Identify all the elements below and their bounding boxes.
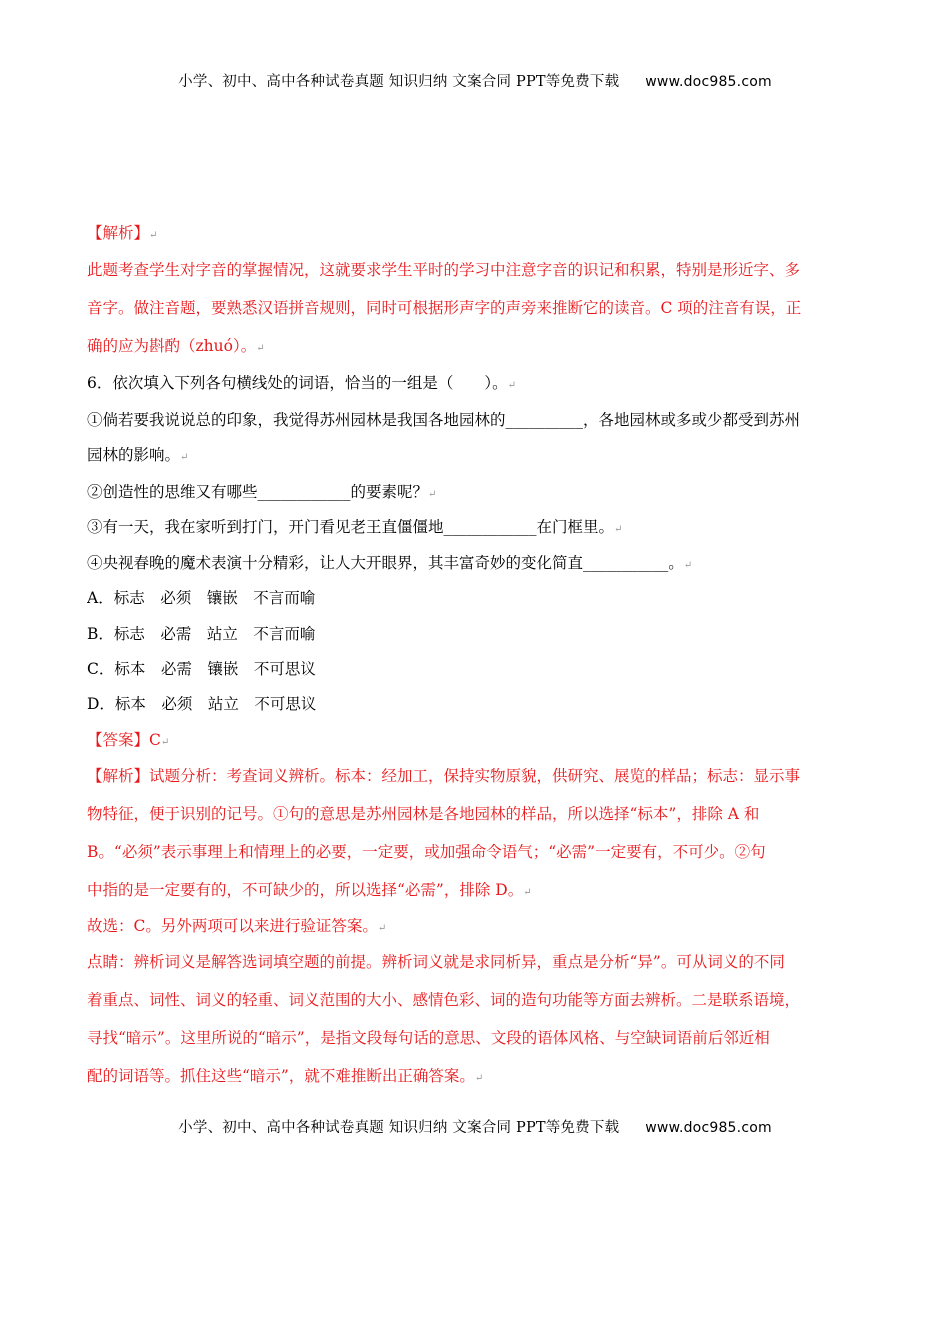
option-b: B．标志 必需 站立 不言而喻 — [87, 625, 316, 643]
header-text: 小学、初中、高中各种试卷真题 知识归纳 文案合同 PPT等免费下载 — [178, 74, 620, 90]
analysis2-line-3: B。“必须”表示事理上和情理上的必要，一定要，或加强命令语气；“必需”一定要有，不可少。②句 — [87, 843, 766, 861]
page-footer — [0, 1116, 950, 1137]
answer-label: 【答案】 — [87, 731, 150, 749]
analysis1-label: 【解析】↵ — [87, 224, 158, 242]
analysis1-line-2: 音字。做注音题，要熟悉汉语拼音规则，同时可根据形声字的声旁来推断它的读音。C 项的注音有误，正 — [87, 299, 802, 317]
analysis2-line-2: 物特征，便于识别的记号。①句的意思是苏州园林是各地园林的样品，所以选择“标本”，排除 A 和 — [87, 805, 760, 823]
footer-site[interactable]: www.doc985.com — [645, 1120, 772, 1136]
tip-line-1: 点睛：辨析词义是解答选词填空题的前提。辨析词义就是求同析异，重点是分析“异”。可从词义的不同 — [87, 953, 785, 971]
question6-stem: 6．依次填入下列各句横线处的词语，恰当的一组是（ ）。↵ — [87, 374, 517, 392]
question6-sentence-1a: ①倘若要我说说总的印象，我觉得苏州园林是我国各地园林的__________，各地园林或多或少都受到苏州 — [87, 411, 801, 429]
question6-sentence-3: ③有一天，我在家听到打门，开门看见老王直僵僵地____________在门框里。↵ — [87, 518, 623, 536]
question6-sentence-4: ④央视春晚的魔术表演十分精彩，让人大开眼界，其丰富奇妙的变化简直___________。↵ — [87, 554, 693, 572]
tip-line-4: 配的词语等。抓住这些“暗示”，就不难推断出正确答案。↵ — [87, 1067, 484, 1085]
analysis2-line-4: 中指的是一定要有的，不可缺少的，所以选择“必需”，排除 D。↵ — [87, 881, 532, 899]
option-d: D．标本 必须 站立 不可思议 — [87, 695, 317, 713]
analysis1-line-3: 确的应为斟酌（zhuó）。↵ — [87, 337, 265, 355]
header-site[interactable]: www.doc985.com — [645, 74, 772, 90]
answer-line: 【答案】C↵ — [87, 731, 170, 749]
tip-line-3: 寻找“暗示”。这里所说的“暗示”，是指文段每句话的意思、文段的语体风格、与空缺词语前后邻近相 — [87, 1029, 770, 1047]
analysis2-line-1: 【解析】试题分析：考查词义辨析。标本：经加工，保持实物原貌，供研究、展览的样品；标志：显示事 — [87, 767, 801, 785]
analysis2-label: 【解析】 — [87, 767, 150, 785]
answer-value: C — [149, 731, 161, 749]
question6-sentence-2: ②创造性的思维又有哪些____________的要素呢？↵ — [87, 483, 437, 501]
option-a: A．标志 必须 镶嵌 不言而喻 — [87, 589, 316, 607]
question6-sentence-1b: 园林的影响。↵ — [87, 446, 189, 464]
document-body — [87, 0, 867, 1344]
analysis2-line-5: 故选：C。另外两项可以来进行验证答案。↵ — [87, 917, 387, 935]
option-c: C．标本 必需 镶嵌 不可思议 — [87, 660, 316, 678]
analysis1-line-1: 此题考查学生对字音的掌握情况，这就要求学生平时的学习中注意字音的识记和积累，特别是形近字、多 — [87, 261, 801, 279]
footer-text: 小学、初中、高中各种试卷真题 知识归纳 文案合同 PPT等免费下载 — [178, 1120, 620, 1136]
tip-line-2: 着重点、词性、词义的轻重、词义范围的大小、感情色彩、词的造句功能等方面去辨析。二是联系语境， — [87, 991, 801, 1009]
